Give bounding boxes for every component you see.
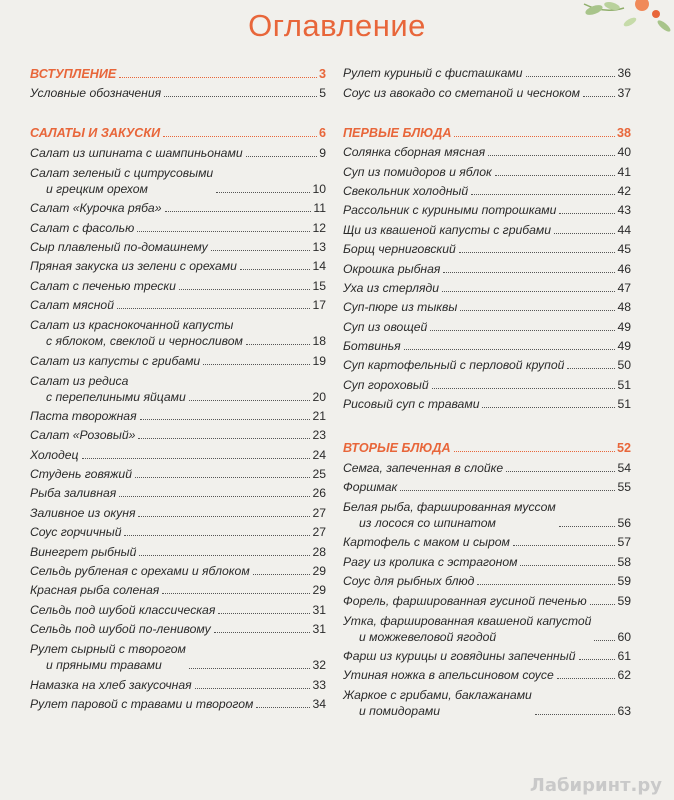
toc-entry[interactable]	[343, 141, 631, 160]
toc-entry[interactable]	[30, 482, 326, 501]
toc-entry-title: Сельдь под шубой по-ленивому	[30, 622, 211, 637]
dot-leader	[554, 233, 615, 234]
toc-entry[interactable]	[343, 664, 631, 683]
toc-entry-title-line2: и грецким орехом	[46, 181, 148, 196]
toc-entry-title: Форшмак	[343, 480, 398, 495]
page-number: 23	[312, 428, 326, 443]
dot-leader	[140, 419, 311, 420]
dot-leader	[454, 136, 615, 137]
toc-entry[interactable]	[30, 579, 326, 598]
toc-section-heading[interactable]	[30, 62, 326, 82]
toc-entry[interactable]	[343, 81, 631, 100]
toc-entry-title: Щи из квашеной капусты с грибами	[343, 222, 552, 237]
dot-leader	[460, 310, 615, 311]
toc-entry[interactable]	[343, 296, 631, 315]
toc-entry[interactable]	[30, 424, 326, 443]
page-number: 20	[312, 389, 326, 404]
toc-entry-title: Сыр плавленый по-домашнему	[30, 239, 208, 254]
page-number: 49	[617, 339, 631, 354]
dot-leader	[124, 535, 310, 536]
dot-leader	[559, 526, 616, 527]
dot-leader	[579, 659, 616, 660]
toc-entry[interactable]	[30, 501, 326, 520]
page-number: 59	[617, 574, 631, 589]
toc-entry-title	[343, 613, 591, 645]
toc-entry[interactable]	[30, 294, 326, 313]
page-number: 37	[617, 85, 631, 100]
dot-leader	[567, 368, 615, 369]
toc-entry-title: Красная рыба соленая	[30, 583, 160, 598]
floral-decoration-icon	[564, 0, 674, 40]
toc-entry-title: Фарш из курицы и говядины запеченный	[343, 648, 576, 663]
toc-entry-title: Соус из авокадо со сметаной и чесноком	[343, 85, 581, 100]
page-number: 36	[617, 66, 631, 81]
dot-leader	[119, 77, 317, 78]
toc-entry-title: Семга, запеченная в слойке	[343, 460, 504, 475]
toc-entry[interactable]	[30, 82, 326, 101]
dot-leader	[513, 545, 616, 546]
dot-leader	[117, 308, 310, 309]
toc-entry[interactable]	[30, 637, 326, 673]
toc-entry-title: Борщ черниговский	[343, 242, 456, 257]
toc-entry-title: Картофель с маком и сыром	[343, 535, 510, 550]
page-number: 48	[617, 300, 631, 315]
page-number: 43	[617, 203, 631, 218]
page-number: 32	[312, 658, 326, 673]
dot-leader	[179, 289, 311, 290]
toc-entry[interactable]	[343, 160, 631, 179]
toc-entry[interactable]	[343, 589, 631, 608]
dot-leader	[583, 96, 615, 97]
toc-entry-title: Суп из овощей	[343, 319, 428, 334]
dot-leader	[216, 192, 310, 193]
page-number: 40	[617, 145, 631, 160]
section-gap	[30, 101, 326, 121]
page-title: Оглавление	[248, 8, 426, 43]
toc-entry[interactable]	[343, 62, 631, 81]
page-number: 28	[312, 544, 326, 559]
page-number: 46	[617, 261, 631, 276]
toc-entry-title: Салат мясной	[30, 298, 114, 313]
toc-entry[interactable]	[343, 609, 631, 645]
toc-entry[interactable]	[343, 315, 631, 334]
toc-entry-title: Рыба заливная	[30, 486, 117, 501]
toc-section-heading[interactable]	[343, 121, 631, 141]
toc-entry[interactable]	[343, 531, 631, 550]
dot-leader	[165, 211, 312, 212]
page-number: 21	[312, 408, 326, 423]
toc-entry-title: Салат «Розовый»	[30, 428, 136, 443]
page-number: 11	[313, 201, 326, 216]
toc-entry-title-line2: и можжевеловой ягодой	[359, 629, 497, 644]
dot-leader	[138, 516, 310, 517]
toc-entry[interactable]	[343, 335, 631, 354]
dot-leader	[162, 593, 310, 594]
toc-entry-title: Суп гороховый	[343, 377, 429, 392]
toc-entry[interactable]	[343, 570, 631, 589]
dot-leader	[139, 555, 310, 556]
dot-leader	[240, 269, 311, 270]
page-number: 52	[616, 441, 631, 456]
dot-leader	[432, 388, 616, 389]
toc-entry[interactable]	[343, 277, 631, 296]
dot-leader	[253, 574, 311, 575]
toc-entry-title	[343, 499, 556, 531]
toc-entry-title-line1: Жаркое с грибами, баклажанами	[343, 688, 532, 703]
toc-entry-title: Салат с печенью трески	[30, 278, 176, 293]
toc-entry[interactable]	[343, 373, 631, 392]
dot-leader	[443, 272, 615, 273]
toc-entry[interactable]	[30, 673, 326, 692]
toc-entry-title: Сельдь под шубой классическая	[30, 602, 216, 617]
page-number: 27	[312, 525, 326, 540]
page-number: 57	[617, 535, 631, 550]
section-title: ПЕРВЫЕ БЛЮДА	[343, 125, 452, 140]
dot-leader	[482, 407, 615, 408]
dot-leader	[214, 632, 311, 633]
page-number: 61	[617, 648, 631, 663]
toc-entry-title: Рисовый суп с травами	[343, 397, 480, 412]
section-title: САЛАТЫ И ЗАКУСКИ	[30, 126, 161, 141]
toc-entry-title: Окрошка рыбная	[343, 261, 441, 276]
toc-entry-title: Условные обозначения	[30, 86, 162, 101]
page-number: 47	[617, 280, 631, 295]
toc-entry-title	[30, 373, 186, 405]
section-gap	[343, 101, 631, 121]
toc-entry[interactable]	[343, 238, 631, 257]
toc-entry[interactable]	[343, 393, 631, 412]
toc-entry-title: Винегрет рыбный	[30, 544, 137, 559]
dot-leader	[135, 477, 310, 478]
toc-entry[interactable]	[30, 693, 326, 712]
toc-entry[interactable]	[343, 476, 631, 495]
dot-leader	[594, 640, 615, 641]
page-number: 13	[312, 239, 326, 254]
dot-leader	[137, 231, 310, 232]
dot-leader	[526, 76, 616, 77]
toc-entry-title	[343, 687, 532, 719]
dot-leader	[119, 496, 310, 497]
toc-left-column	[30, 62, 326, 712]
toc-entry[interactable]	[30, 236, 326, 255]
toc-entry-title	[30, 641, 186, 673]
dot-leader	[442, 291, 615, 292]
dot-leader	[189, 400, 311, 401]
toc-entry[interactable]	[343, 683, 631, 719]
page-number: 10	[312, 181, 326, 196]
toc-entry-title: Салат из шпината с шампиньонами	[30, 145, 243, 160]
toc-entry-title: Салат с фасолью	[30, 220, 135, 235]
dot-leader	[203, 364, 310, 365]
toc-entry[interactable]	[343, 550, 631, 569]
toc-entry[interactable]	[30, 618, 326, 637]
dot-leader	[218, 613, 310, 614]
toc-entry[interactable]	[30, 349, 326, 368]
toc-entry-title-line1: Салат из редиса	[30, 373, 129, 388]
toc-entry[interactable]	[30, 255, 326, 274]
page-number: 34	[312, 696, 326, 711]
page-number: 24	[312, 447, 326, 462]
page-number: 51	[617, 377, 631, 392]
dot-leader	[459, 252, 616, 253]
toc-entry-title-line2: с яблоком, свеклой и черносливом	[46, 334, 243, 349]
watermark: Лабиринт.ру	[529, 775, 662, 796]
toc-entry-title-line2: с перепелиными яйцами	[46, 389, 186, 404]
toc-entry-title: Студень говяжий	[30, 467, 132, 482]
section-title: ВСТУПЛЕНИЕ	[30, 67, 117, 81]
page-number: 45	[617, 242, 631, 257]
dot-leader	[189, 668, 311, 669]
toc-entry[interactable]	[30, 405, 326, 424]
page-number: 9	[319, 145, 326, 160]
toc-entry-title: Рагу из кролика с эстрагоном	[343, 554, 518, 569]
page-number: 55	[617, 480, 631, 495]
toc-entry[interactable]	[30, 540, 326, 559]
page-number: 44	[617, 222, 631, 237]
dot-leader	[520, 565, 615, 566]
dot-leader	[195, 688, 311, 689]
toc-entry-title: Салат «Курочка ряба»	[30, 201, 162, 216]
toc-entry[interactable]	[30, 197, 326, 216]
toc-section-heading[interactable]	[343, 436, 631, 456]
page-number: 12	[312, 220, 326, 235]
toc-entry[interactable]	[30, 161, 326, 197]
toc-entry[interactable]	[343, 456, 631, 475]
toc-entry-title: Холодец	[30, 447, 79, 462]
page-number: 60	[617, 629, 631, 644]
toc-entry[interactable]	[343, 257, 631, 276]
dot-leader	[163, 136, 317, 137]
dot-leader	[400, 490, 615, 491]
toc-entry-title: Утиная ножка в апельсиновом соусе	[343, 668, 554, 683]
page-number: 5	[319, 86, 326, 101]
dot-leader	[138, 438, 310, 439]
section-title: ВТОРЫЕ БЛЮДА	[343, 441, 451, 456]
page-number: 17	[312, 298, 326, 313]
toc-entry[interactable]	[30, 443, 326, 462]
toc-entry[interactable]	[30, 463, 326, 482]
toc-entry-title-line1: Утка, фаршированная квашеной капустой	[343, 613, 592, 628]
page-number: 59	[617, 593, 631, 608]
dot-leader	[256, 707, 310, 708]
page-number: 51	[617, 397, 631, 412]
page-number: 18	[312, 334, 326, 349]
page-number: 62	[617, 668, 631, 683]
toc-entry-title-line1: Салат из краснокочанной капусты	[30, 318, 234, 333]
toc-entry[interactable]	[30, 369, 326, 405]
toc-entry-title: Солянка сборная мясная	[343, 145, 486, 160]
dot-leader	[471, 194, 615, 195]
dot-leader	[506, 471, 615, 472]
dot-leader	[477, 584, 615, 585]
toc-entry[interactable]	[30, 560, 326, 579]
toc-entry[interactable]	[30, 274, 326, 293]
toc-entry[interactable]	[30, 598, 326, 617]
toc-entry[interactable]	[30, 313, 326, 349]
toc-entry[interactable]	[343, 199, 631, 218]
dot-leader	[246, 156, 318, 157]
toc-entry-title-line1: Рулет сырный с творогом	[30, 642, 186, 657]
toc-entry-title: Уха из стерляди	[343, 280, 440, 295]
toc-entry[interactable]	[30, 521, 326, 540]
page-number: 26	[312, 486, 326, 501]
dot-leader	[590, 604, 616, 605]
dot-leader	[82, 458, 311, 459]
page-number: 25	[312, 467, 326, 482]
dot-leader	[488, 155, 615, 156]
dot-leader	[495, 175, 616, 176]
toc-entry-title: Свекольник холодный	[343, 183, 469, 198]
toc-entry[interactable]	[343, 180, 631, 199]
toc-entry-title: Соус горчичный	[30, 525, 122, 540]
toc-entry-title-line2: и пряными травами	[46, 658, 162, 673]
dot-leader	[557, 678, 616, 679]
toc-entry[interactable]	[30, 141, 326, 160]
page-number: 29	[312, 583, 326, 598]
page-number: 14	[312, 259, 326, 274]
toc-entry-title	[30, 317, 243, 349]
dot-leader	[430, 330, 615, 331]
toc-entry-title-line1: Белая рыба, фаршированная муссом	[343, 500, 556, 515]
toc-entry-title-line2: из лосося со шпинатом	[359, 516, 496, 531]
toc-entry-title: Ботвинья	[343, 339, 401, 354]
page-number: 27	[312, 505, 326, 520]
page-number: 41	[617, 164, 631, 179]
toc-entry[interactable]	[343, 495, 631, 531]
toc-entry-title-line2: и помидорами	[359, 704, 440, 719]
toc-entry[interactable]	[30, 216, 326, 235]
dot-leader	[164, 96, 317, 97]
page-number: 56	[617, 516, 631, 531]
toc-entry-title-line1: Салат зеленый с цитрусовыми	[30, 165, 214, 180]
toc-entry-title: Суп-пюре из тыквы	[343, 300, 458, 315]
page-number: 49	[617, 319, 631, 334]
dot-leader	[559, 213, 615, 214]
toc-entry-title: Суп из помидоров и яблок	[343, 164, 492, 179]
toc-entry-title	[30, 165, 213, 197]
toc-entry-title: Соус для рыбных блюд	[343, 574, 475, 589]
toc-entry-title: Рулет паровой с травами и творогом	[30, 696, 254, 711]
page-number: 29	[312, 564, 326, 579]
toc-entry-title: Рассольник с куриными потрошками	[343, 203, 557, 218]
toc-entry-title: Суп картофельный с перловой крупой	[343, 358, 565, 373]
toc-entry-title: Форель, фаршированная гусиной печенью	[343, 593, 587, 608]
page-number: 6	[318, 126, 326, 141]
toc-entry[interactable]	[343, 645, 631, 664]
toc-entry-title: Паста творожная	[30, 408, 137, 423]
toc-entry[interactable]	[343, 218, 631, 237]
page-number: 3	[318, 67, 326, 81]
page-number: 50	[617, 358, 631, 373]
page-number: 31	[312, 602, 326, 617]
dot-leader	[211, 250, 311, 251]
dot-leader	[535, 714, 616, 715]
toc-section-heading[interactable]	[30, 121, 326, 141]
page-number: 42	[617, 183, 631, 198]
toc-entry-title: Пряная закуска из зелени с орехами	[30, 259, 237, 274]
toc-entry-title: Рулет куриный с фисташками	[343, 66, 523, 81]
toc-entry-title: Салат из капусты с грибами	[30, 353, 201, 368]
toc-entry-title: Намазка на хлеб закусочная	[30, 677, 192, 692]
toc-entry[interactable]	[343, 354, 631, 373]
page-number: 63	[617, 704, 631, 719]
page-number: 33	[312, 677, 326, 692]
page-number: 38	[616, 125, 631, 140]
dot-leader	[404, 349, 616, 350]
page-number: 19	[312, 353, 326, 368]
toc-entry-title: Сельдь рубленая с орехами и яблоком	[30, 564, 250, 579]
dot-leader	[246, 344, 311, 345]
page-number: 15	[312, 278, 326, 293]
page-number: 54	[617, 460, 631, 475]
dot-leader	[454, 451, 615, 452]
page-number: 58	[617, 554, 631, 569]
section-gap	[343, 412, 631, 436]
toc-right-column	[343, 62, 631, 719]
page-number: 31	[312, 622, 326, 637]
toc-entry-title: Заливное из окуня	[30, 505, 136, 520]
